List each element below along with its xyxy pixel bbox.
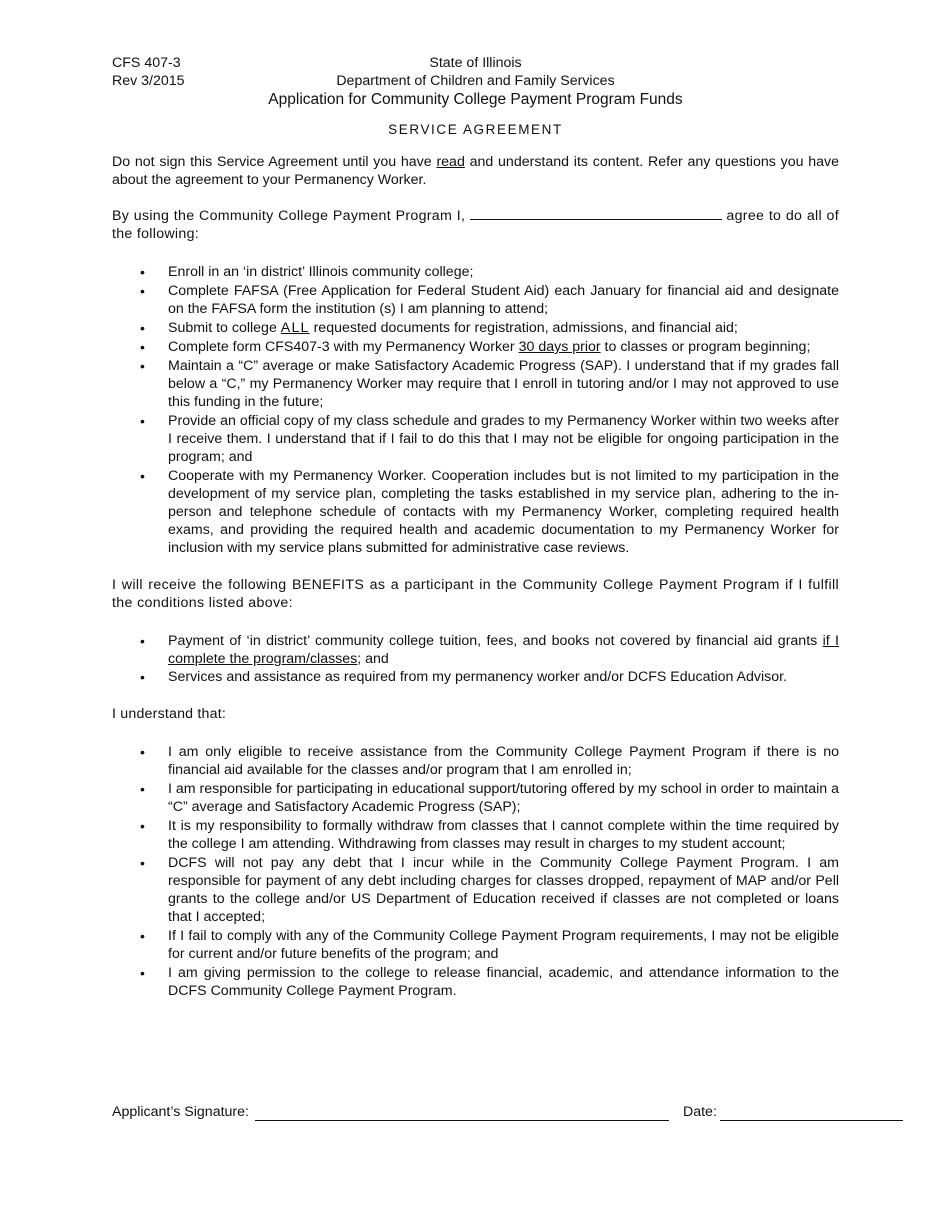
understand-list bbox=[112, 743, 839, 1000]
item-text: to classes or program beginning; bbox=[600, 339, 811, 355]
section-title: SERVICE AGREEMENT bbox=[388, 122, 563, 137]
item-text: Submit to college bbox=[168, 320, 281, 336]
list-item: • Cooperate with my Permanency Worker. Cooperation includes but is not limited to my participation in the development of my service plan, completing the tasks established in my service plan, adhering to the in-person and telephone schedule of contacts with my Permanency Worker, completing required health exams, and providing the required health and academic documentation to my Permanency Worker for inclusion with my service plans submitted for administrative case reviews. bbox=[112, 467, 839, 557]
applicant-name-field[interactable] bbox=[470, 206, 722, 220]
list-item: • Enroll in an ‘in district’ Illinois community college; bbox=[112, 263, 839, 281]
form-revision: Rev 3/2015 bbox=[112, 73, 185, 89]
list-item: • Services and assistance as required from my permanency worker and/or DCFS Education Advisor. bbox=[112, 668, 839, 686]
list-item bbox=[112, 338, 839, 356]
requirements-list bbox=[112, 263, 839, 557]
list-item bbox=[112, 319, 839, 337]
benefits-list bbox=[112, 632, 839, 686]
item-text: Complete form CFS407-3 with my Permanency Worker bbox=[168, 339, 519, 355]
date-label: Date: bbox=[682, 1104, 717, 1120]
applicant-signature-label: Applicant’s Signature: bbox=[112, 1104, 249, 1120]
list-item: • Provide an official copy of my class schedule and grades to my Permanency Worker within two weeks after I receive them. I understand that if I fail to do this that I may not be eligible for ongoing participation in the program; and bbox=[112, 412, 839, 466]
date-field[interactable] bbox=[720, 1106, 903, 1121]
department-name: Department of Children and Family Services bbox=[336, 73, 615, 89]
signature-row bbox=[112, 1103, 907, 1121]
document-header bbox=[112, 54, 839, 110]
usage-text-after: agree to do all of the following: bbox=[112, 208, 839, 242]
list-item: • I am giving permission to the college to release financial, academic, and attendance information to the DCFS Community College Payment Program. bbox=[112, 964, 839, 1000]
document-page bbox=[112, 54, 839, 1001]
state-name: State of Illinois bbox=[429, 55, 522, 71]
item-text: requested documents for registration, admissions, and financial aid; bbox=[309, 320, 738, 336]
list-item: • Maintain a “C” average or make Satisfactory Academic Progress (SAP). I understand that if my grades fall below a “C,” my Permanency Worker may require that I enroll in tutoring and/or I may not approved to use this funding in the future; bbox=[112, 357, 839, 411]
applicant-signature-field[interactable] bbox=[255, 1106, 669, 1121]
intro-text-2: and understand its content. Refer any questions you have about the agreement to your Permanency Worker. bbox=[112, 154, 839, 188]
intro-text-1: Do not sign this Service Agreement until you have bbox=[112, 154, 437, 170]
item-text: Payment of ‘in district’ community college tuition, fees, and books not covered by financial aid grants bbox=[168, 633, 823, 649]
form-number: CFS 407-3 bbox=[112, 55, 181, 71]
document-title: Application for Community College Payment Program Funds bbox=[268, 91, 683, 108]
intro-read: read bbox=[436, 154, 465, 170]
understand-heading: I understand that: bbox=[112, 706, 227, 722]
list-item: • DCFS will not pay any debt that I incur while in the Community College Payment Program. I am responsible for payment of any debt including charges for classes dropped, repayment of MAP and/or Pell grants to the college and/or US Department of Education received if classes are not completed or loans that I accepted; bbox=[112, 854, 839, 926]
usage-text-before: By using the Community College Payment Program I, bbox=[112, 208, 470, 224]
item-emphasis: 30 days prior bbox=[518, 339, 601, 355]
item-emphasis: ALL bbox=[280, 320, 310, 336]
list-item: • I am only eligible to receive assistance from the Community College Payment Program if there is no financial aid available for the classes and/or program that I am enrolled in; bbox=[112, 743, 839, 779]
list-item: • Complete FAFSA (Free Application for Federal Student Aid) each January for financial aid and designate on the FAFSA form the institution (s) I am planning to attend; bbox=[112, 282, 839, 318]
item-emphasis: if I complete the program/classes bbox=[168, 633, 839, 667]
list-item: • I am responsible for participating in educational support/tutoring offered by my school in order to maintain a “C” average and Satisfactory Academic Progress (SAP); bbox=[112, 780, 839, 816]
list-item: • If I fail to comply with any of the Community College Payment Program requirements, I may not be eligible for current and/or future benefits of the program; and bbox=[112, 927, 839, 963]
form-id-block bbox=[112, 54, 185, 90]
list-item: • It is my responsibility to formally withdraw from classes that I cannot complete within the time required by the college I am attending. Withdrawing from classes may result in charges to my student account; bbox=[112, 817, 839, 853]
list-item bbox=[112, 632, 839, 668]
usage-paragraph bbox=[112, 206, 839, 243]
item-text: ; and bbox=[357, 651, 389, 667]
benefits-paragraph: I will receive the following BENEFITS as a participant in the Community College Payment Program if I fulfill the conditions listed above: bbox=[112, 577, 839, 611]
intro-paragraph bbox=[112, 153, 839, 189]
